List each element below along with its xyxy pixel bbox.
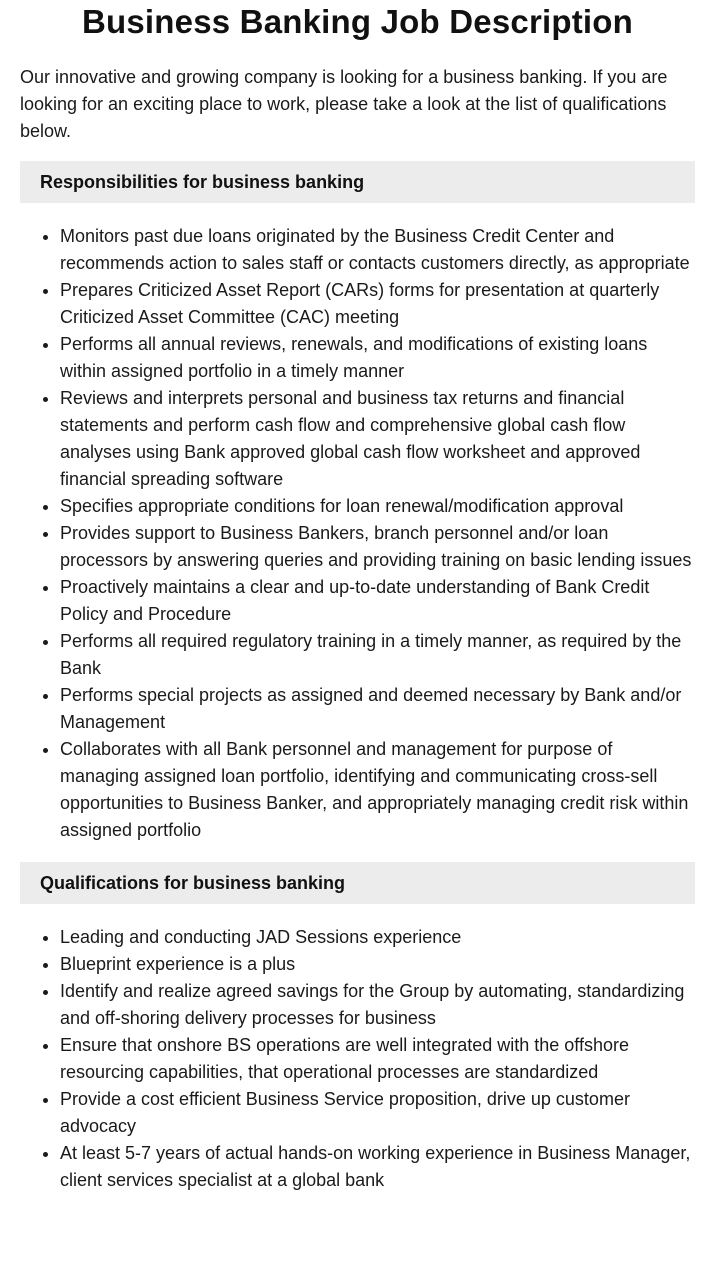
responsibilities-header: Responsibilities for business banking [20, 161, 695, 203]
qualifications-list [20, 924, 695, 1194]
list-item: • Performs all required regulatory training in a timely manner, as required by the Bank [60, 628, 695, 682]
responsibilities-list [20, 223, 695, 844]
list-item: • At least 5-7 years of actual hands-on working experience in Business Manager, client services specialist at a global bank [60, 1140, 695, 1194]
list-item: • Collaborates with all Bank personnel and management for purpose of managing assigned loan portfolio, identifying and communicating cross-sell opportunities to Business Banker, and appropriately managing credit risk within assigned portfolio [60, 736, 695, 844]
list-item: • Monitors past due loans originated by the Business Credit Center and recommends action to sales staff or contacts customers directly, as appropriate [60, 223, 695, 277]
list-item: • Ensure that onshore BS operations are well integrated with the offshore resourcing capabilities, that operational processes are standardized [60, 1032, 695, 1086]
job-description-page [20, 0, 695, 1194]
list-item: • Proactively maintains a clear and up-to-date understanding of Bank Credit Policy and Procedure [60, 574, 695, 628]
page-title: Business Banking Job Description [81, 3, 633, 40]
list-item: • Provides support to Business Bankers, branch personnel and/or loan processors by answering queries and providing training on basic lending issues [60, 520, 695, 574]
list-item: • Reviews and interprets personal and business tax returns and financial statements and perform cash flow and comprehensive global cash flow analyses using Bank approved global cash flow worksheet and approved financial spreading software [60, 385, 695, 493]
list-item: • Provide a cost efficient Business Service proposition, drive up customer advocacy [60, 1086, 695, 1140]
intro-paragraph: Our innovative and growing company is looking for a business banking. If you are looking for an exciting place to work, please take a look at the list of qualifications below. [20, 67, 668, 141]
qualifications-header: Qualifications for business banking [20, 862, 695, 904]
list-item: • Leading and conducting JAD Sessions experience [60, 924, 695, 951]
list-item: • Prepares Criticized Asset Report (CARs) forms for presentation at quarterly Criticized Asset Committee (CAC) meeting [60, 277, 695, 331]
list-item: • Identify and realize agreed savings for the Group by automating, standardizing and off-shoring delivery processes for business [60, 978, 695, 1032]
list-item: • Performs all annual reviews, renewals, and modifications of existing loans within assigned portfolio in a timely manner [60, 331, 695, 385]
list-item: • Blueprint experience is a plus [60, 951, 695, 978]
list-item: • Performs special projects as assigned and deemed necessary by Bank and/or Management [60, 682, 695, 736]
list-item: • Specifies appropriate conditions for loan renewal/modification approval [60, 493, 695, 520]
